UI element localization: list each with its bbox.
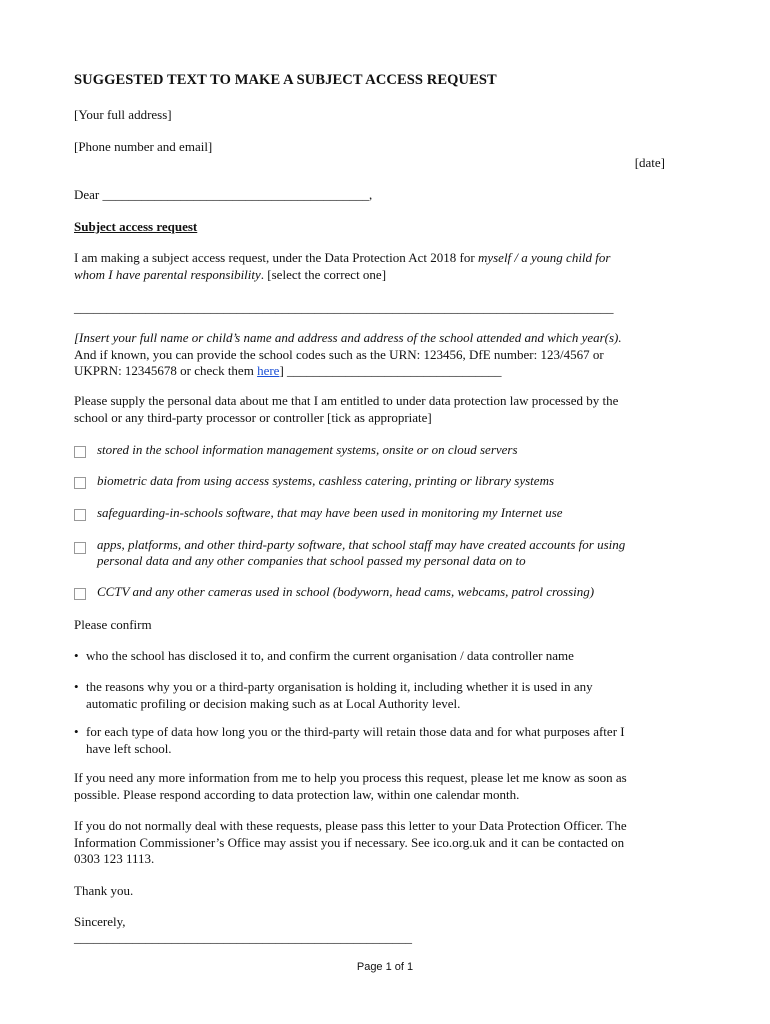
address-placeholder: [Your full address] (74, 107, 172, 122)
bullet-icon: • (74, 724, 79, 739)
checkbox-apps[interactable] (74, 542, 86, 554)
option-label: personal data and any other companies that school passed my personal data on to (97, 552, 526, 568)
bullet-text (86, 679, 593, 712)
salutation: Dear _________________________________________, (74, 187, 373, 202)
bullet-text (86, 724, 625, 757)
insert-line-1: [Insert your full name or child’s name and address and address of the school attended and which year(s). (74, 330, 622, 345)
page-footer: Page 1 of 1 (356, 961, 414, 973)
checkbox-school-mis[interactable] (74, 446, 86, 458)
dpo-line-2: Information Commissioner’s Office may assist you if necessary. See ico.org.uk and it can be contacted on (74, 834, 625, 850)
intro-line2-italic: whom I have parental responsibility (74, 266, 261, 282)
thank-you: Thank you. (74, 883, 134, 898)
more-info-line-2: possible. Please respond according to data protection law, within one calendar month. (74, 786, 520, 802)
insert-line-2: And if known, you can provide the school codes such as the URN: 123456, DfE number: 123/4567 or (74, 346, 604, 362)
dpo-line-1: If you do not normally deal with these requests, please pass this letter to your Data Protection Officer. The (74, 818, 627, 833)
intro-paragraph (74, 250, 686, 283)
bullet-text (86, 648, 574, 665)
bullet-line: automatic profiling or decision making such as at Local Authority level. (86, 695, 461, 711)
signature-line: ____________________________________________________ (74, 930, 412, 945)
checkbox-safeguarding[interactable] (74, 509, 86, 521)
separator-line: ___________________________________________________________________________________ (74, 300, 614, 315)
more-info-line-1: If you need any more information from me to help you process this request, please let me know as soon as (74, 770, 627, 785)
intro-line1-italic: myself / a young child for (477, 250, 611, 265)
subject-heading: Subject access request (74, 219, 198, 234)
dpo-paragraph (74, 818, 686, 868)
bullet-line: the reasons why you or a third-party organisation is holding it, including whether it is used in any (86, 679, 593, 694)
bullet-line: for each type of data how long you or the third-party will retain those data and for what purposes after I (86, 724, 625, 739)
please-confirm: Please confirm (74, 617, 152, 632)
dpo-line-3: 0303 123 1113. (74, 851, 155, 866)
intro-line2-text: . [select the correct one] (260, 266, 387, 282)
option-label: safeguarding-in-schools software, that may have been used in monitoring my Internet use (97, 505, 563, 520)
supply-request-paragraph (74, 393, 686, 426)
date-placeholder: [date] (634, 155, 665, 170)
more-info-paragraph (74, 770, 686, 803)
option-label: stored in the school information management systems, onsite or on cloud servers (97, 442, 518, 457)
school-codes-link[interactable]: here (257, 363, 280, 378)
supply-line-1: Please supply the personal data about me that I am entitled to under data protection law processed by the (74, 393, 619, 408)
supply-line-2: school or any third-party processor or controller [tick as appropriate] (74, 409, 432, 425)
insert-line-3-text: UKPRN: 12345678 or check them (74, 363, 258, 378)
sign-off: Sincerely, (74, 914, 126, 929)
checkbox-biometric[interactable] (74, 477, 86, 489)
insert-line-3-blank: ] _________________________________ (279, 363, 502, 378)
insert-block (74, 330, 686, 380)
bullet-line: have left school. (86, 740, 172, 756)
bullet-icon: • (74, 648, 79, 663)
bullet-line: who the school has disclosed it to, and confirm the current organisation / data controller name (86, 648, 574, 663)
document-title: SUGGESTED TEXT TO MAKE A SUBJECT ACCESS REQUEST (74, 72, 497, 88)
option-label: biometric data from using access systems, cashless catering, printing or library systems (97, 473, 555, 488)
checkbox-cctv[interactable] (74, 588, 86, 600)
contact-placeholder: [Phone number and email] (74, 139, 213, 154)
option-label: apps, platforms, and other third-party software, that school staff may have created accounts for using (97, 537, 626, 552)
bullet-icon: • (74, 679, 79, 694)
intro-line1-text: I am making a subject access request, under the Data Protection Act 2018 for (74, 250, 478, 265)
option-label: CCTV and any other cameras used in school (bodyworn, head cams, webcams, patrol crossing) (97, 584, 595, 599)
